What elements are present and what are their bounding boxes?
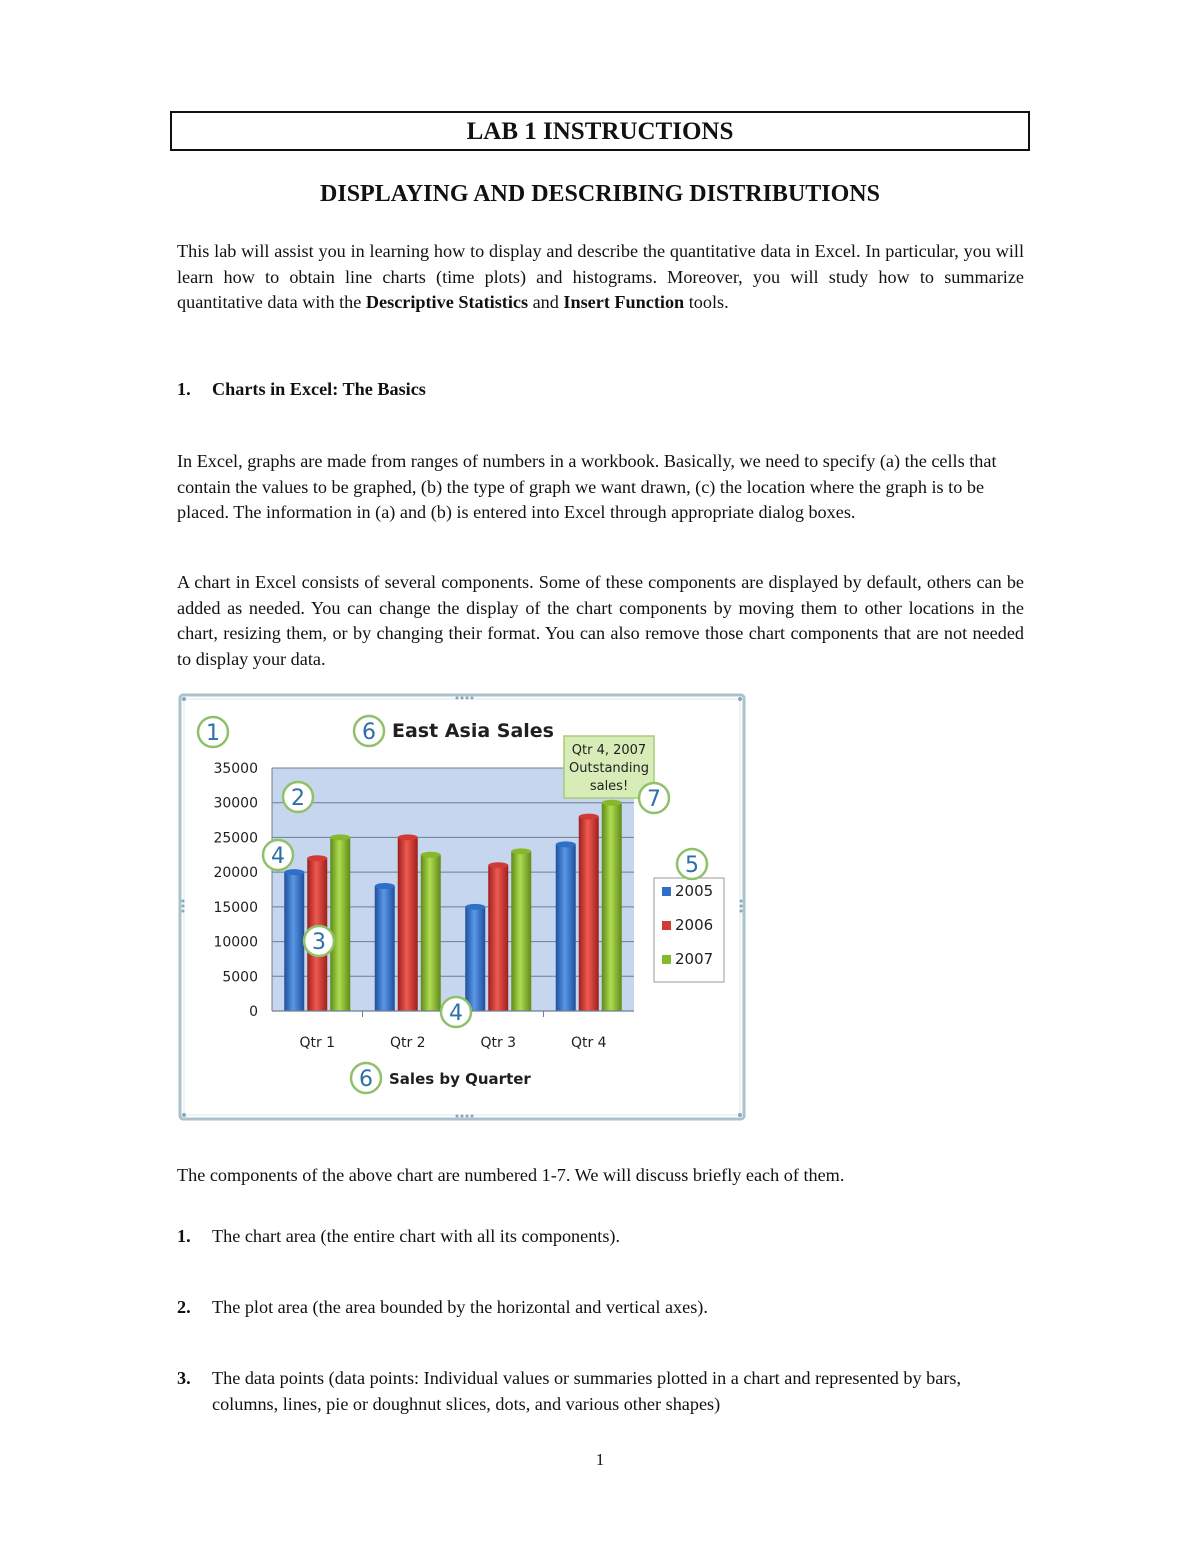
chart-title: East Asia Sales	[392, 720, 554, 742]
bar-2007-qtr-2	[421, 855, 441, 1011]
y-tick-label: 30000	[213, 795, 258, 812]
bar-top-2005-qtr-2	[375, 883, 395, 889]
annotation-line-2: Outstanding	[569, 761, 649, 776]
bar-top-2006-qtr-1	[307, 855, 327, 861]
bar-top-2006-qtr-2	[398, 834, 418, 840]
bar-2007-qtr-4	[602, 803, 622, 1011]
bar-top-2007-qtr-3	[511, 848, 531, 854]
legend-label-2006: 2006	[675, 916, 714, 934]
bar-2007-qtr-1	[330, 837, 350, 1011]
legend-swatch-2006	[662, 921, 671, 930]
bar-2006-qtr-3	[488, 865, 508, 1011]
x-tick-label: Qtr 2	[389, 1035, 426, 1051]
bar-2006-qtr-4	[579, 817, 599, 1011]
bar-top-2007-qtr-2	[421, 852, 441, 858]
lab-title: LAB 1 INSTRUCTIONS	[170, 111, 1030, 151]
x-axis-title: Sales by Quarter	[389, 1070, 531, 1088]
bar-2005-qtr-2	[375, 886, 395, 1011]
bar-top-2005-qtr-3	[465, 904, 485, 910]
bar-2007-qtr-3	[511, 851, 531, 1011]
callout-number-6: 6	[362, 720, 376, 745]
y-tick-label: 25000	[213, 830, 258, 847]
component-item-2: 2. The plot area (the area bounded by the horizontal and vertical axes).	[177, 1297, 708, 1317]
components-intro: The components of the above chart are numbered 1-7. We will discuss briefly each of them.	[177, 1165, 845, 1185]
bar-top-2005-qtr-4	[556, 841, 576, 847]
callout-number-7: 7	[647, 787, 661, 812]
bar-top-2007-qtr-4	[602, 800, 622, 806]
y-tick-label: 0	[249, 1004, 258, 1020]
x-tick-label: Qtr 4	[570, 1035, 607, 1051]
y-tick-label: 10000	[213, 934, 258, 951]
east-asia-sales-chart	[176, 690, 748, 1124]
bar-top-2006-qtr-3	[488, 862, 508, 868]
x-tick-label: Qtr 1	[299, 1035, 336, 1051]
x-tick-label: Qtr 3	[480, 1035, 517, 1051]
callout-number-4: 4	[271, 844, 285, 869]
legend-label-2005: 2005	[675, 882, 714, 900]
insert-function-term: Insert Function	[563, 292, 685, 312]
callout-number-1: 1	[206, 721, 220, 746]
bar-top-2005-qtr-1	[284, 869, 304, 875]
document-subtitle: DISPLAYING AND DESCRIBING DISTRIBUTIONS	[320, 181, 880, 207]
bar-2005-qtr-1	[284, 872, 304, 1011]
callout-number-4: 4	[449, 1001, 463, 1026]
callout-number-5: 5	[685, 853, 699, 878]
legend-swatch-2005	[662, 887, 671, 896]
section-1-paragraph-1: In Excel, graphs are made from ranges of numbers in a workbook. Basically, we need to specify (a) the cells that contain the values to be graphed, (b) the type of graph we want drawn, (c) the location where the graph is to be placed. The information in (a) and (b) is entered into Excel through appropriate dialog boxes.	[177, 451, 997, 522]
section-1-paragraph-2: A chart in Excel consists of several components. Some of these components are displayed by default, others can be added as needed. You can change the display of the chart components by moving them to other locations in the chart, resizing them, or by changing their format. You can also remove those chart components that are not needed to display your data.	[177, 572, 1024, 669]
page-number: 1	[595, 1450, 605, 1469]
y-tick-label: 15000	[213, 899, 258, 916]
descriptive-statistics-term: Descriptive Statistics	[365, 292, 529, 312]
annotation-line-3: sales!	[589, 779, 629, 794]
component-item-1: 1. The chart area (the entire chart with all its components).	[177, 1226, 621, 1246]
bar-2006-qtr-2	[398, 837, 418, 1011]
intro-paragraph: This lab will assist you in learning how to display and describe the quantitative data in Excel. In particular, you will learn how to obtain line charts (time plots) and histograms. Moreover, you will study how to summarize quantitative data with the Descriptive Statistics and Insert Function tools.	[177, 241, 1024, 312]
callout-number-3: 3	[312, 930, 326, 955]
bar-2005-qtr-3	[465, 907, 485, 1011]
legend-label-2007: 2007	[675, 950, 714, 968]
annotation-line-1: Qtr 4, 2007	[571, 743, 647, 758]
bar-top-2007-qtr-1	[330, 834, 350, 840]
bar-top-2006-qtr-4	[579, 814, 599, 820]
legend-swatch-2007	[662, 955, 671, 964]
component-item-3: 3. The data points (data points: Individual values or summaries plotted in a chart and represented by bars, columns, lines, pie or doughnut slices, dots, and various other shapes)	[177, 1368, 962, 1414]
y-tick-label: 5000	[222, 969, 258, 986]
bar-2005-qtr-4	[556, 844, 576, 1011]
callout-number-2: 2	[291, 786, 305, 811]
section-1-heading: 1. Charts in Excel: The Basics	[177, 379, 426, 399]
callout-number-6: 6	[359, 1067, 373, 1092]
y-tick-label: 20000	[213, 865, 258, 882]
y-tick-label: 35000	[213, 761, 258, 777]
